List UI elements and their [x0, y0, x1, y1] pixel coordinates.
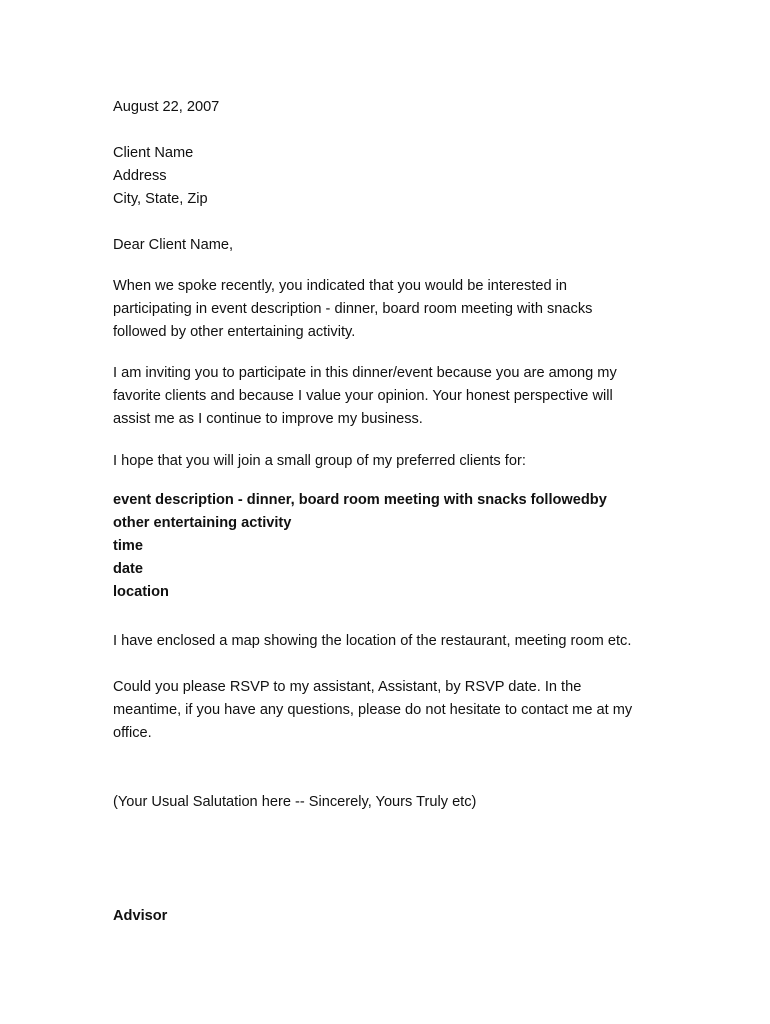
signature-block — [113, 905, 673, 928]
paragraph-line: assist me as I continue to improve my business. — [113, 411, 423, 427]
paragraph-rsvp — [113, 676, 673, 745]
recipient-name: Client Name — [113, 145, 194, 161]
event-date: date — [113, 561, 144, 577]
event-location: location — [113, 584, 169, 600]
paragraph-line: meantime, if you have any questions, please do not hesitate to contact me at my — [113, 702, 633, 718]
paragraph-line: I am inviting you to participate in this dinner/event because you are among my — [113, 365, 617, 381]
paragraph-line: favorite clients and because I value your opinion. Your honest perspective will — [113, 388, 613, 404]
paragraph-map — [113, 630, 673, 653]
paragraph-interest — [113, 275, 673, 344]
event-description-line: other entertaining activity — [113, 515, 292, 531]
paragraph-line: Could you please RSVP to my assistant, Assistant, by RSVP date. In the — [113, 679, 582, 695]
paragraph-line: office. — [113, 725, 152, 741]
paragraph-line: I have enclosed a map showing the location of the restaurant, meeting room etc. — [113, 633, 632, 649]
date-text: August 22, 2007 — [113, 99, 220, 115]
closing-salutation — [113, 791, 673, 814]
salutation-text: (Your Usual Salutation here -- Sincerely, Yours Truly etc) — [113, 794, 477, 810]
paragraph-line: participating in event description - dinner, board room meeting with snacks — [113, 301, 593, 317]
paragraph-line: followed by other entertaining activity. — [113, 324, 356, 340]
paragraph-invitation — [113, 362, 673, 431]
paragraph-join — [113, 450, 673, 473]
event-time: time — [113, 538, 144, 554]
greeting-text: Dear Client Name, — [113, 237, 234, 253]
event-description-line: event description - dinner, board room meeting with snacks followedby — [113, 492, 607, 508]
event-details-block — [113, 489, 673, 604]
signature-name: Advisor — [113, 908, 168, 924]
recipient-city-state-zip: City, State, Zip — [113, 191, 208, 207]
paragraph-line: I hope that you will join a small group of my preferred clients for: — [113, 453, 526, 469]
letter-date — [113, 96, 673, 119]
recipient-address-block — [113, 142, 673, 211]
recipient-address: Address — [113, 168, 167, 184]
letter-greeting — [113, 234, 673, 257]
paragraph-line: When we spoke recently, you indicated that you would be interested in — [113, 278, 568, 294]
